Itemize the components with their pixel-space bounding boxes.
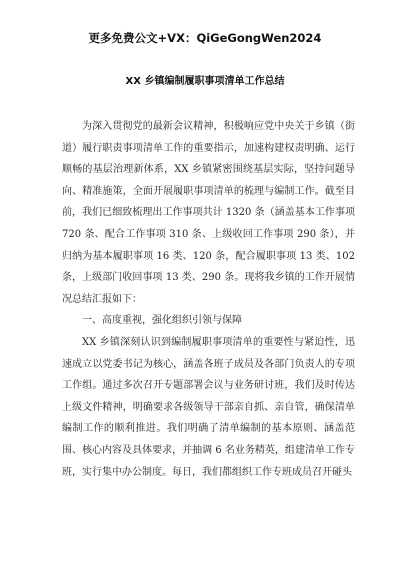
body-paragraph: XX 乡镇深刻认识到编制履职事项清单的重要性与紧迫性，迅速成立以党委书记为核心，涵盖各班子成员及各部门负责人的专项工作组。通过多次召开专题部署会议与业务研讨班，我们及时传达上级文件精神，明确要求各级领导干部亲自抓、亲自管，确保清单编制工作的顺利推进。我们明确了清单编制的基本原则、涵盖范围、核心内容及具体要求，并抽调 6 名业务精英，组建清单工作专班，实行集中办公制度。每日，我们都组织工作专班成员召开碰头 bbox=[62, 336, 355, 478]
document-body bbox=[62, 116, 355, 483]
intro-paragraph: 为深入贯彻党的最新会议精神，积极响应党中央关于乡镇（街道）履行职责事项清单工作的重要指示，加速构建权责明确、运行顺畅的基层治理新体系，XX 乡镇紧密围绕基层实际，坚持问题导向、精准施策，全面开展履职事项清单的梳理与编制工作。截至目前，我们已细致梳理出工作事项共计 1320 条（涵盖基本工作事项 720 条、配合工作事项 310 条、上级收回工作事项 290 条），并归纳为基本履职事项 16 类、120 条，配合履职事项 13 类、102 条，上级部门收回事项 13 类、290 条。现将我乡镇的工作开展情况总结汇报如下： bbox=[62, 121, 355, 305]
promo-header: 更多免费公文+VX：QiGeGongWen2024 bbox=[88, 31, 322, 45]
document-title: XX 乡镇编制履职事项清单工作总结 bbox=[125, 76, 285, 87]
section-heading: 一、高度重视，强化组织引领与保障 bbox=[82, 315, 242, 327]
